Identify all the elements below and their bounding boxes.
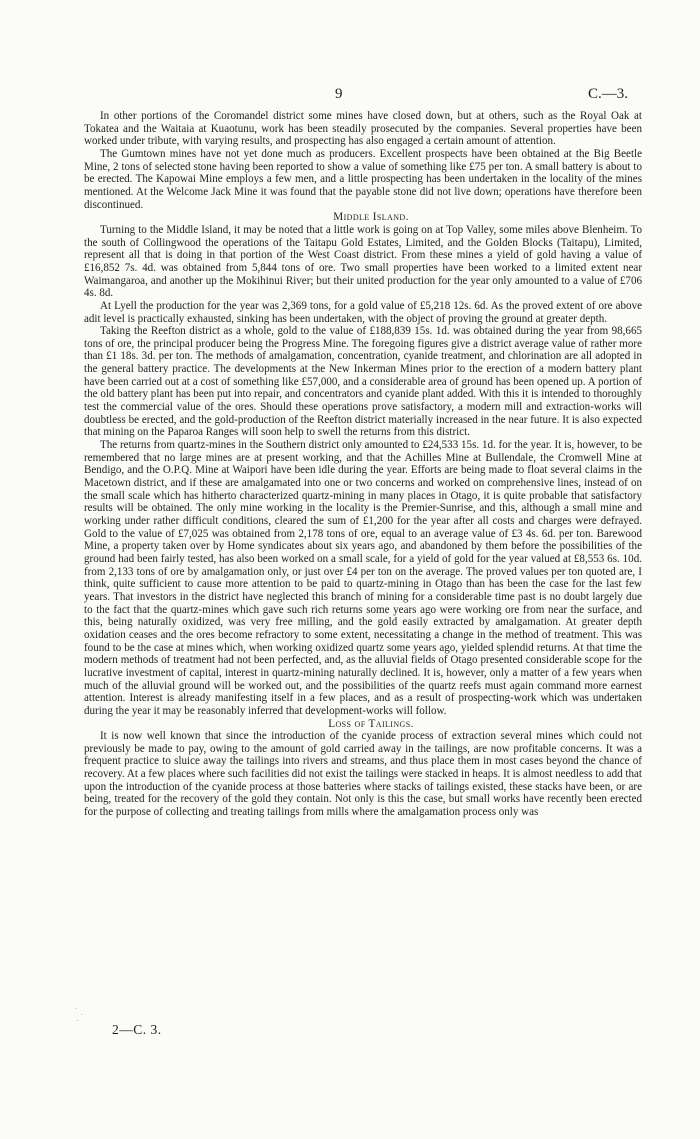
paragraph: The returns from quartz-mines in the Southern district only amounted to £24,533 15s. 1d. for the year. It is, however, to be remembered that no large mines are at present working, and that the Achilles Mine at Bullendale, the Cromwell Mine at Bendigo, and the O.P.Q. Mine at Waipori have been idle during the year. Efforts are being made to float several claims in the Macetown district, and if these are amalgamated into one or two concerns and worked on comprehensive lines, instead of on the small scale which has hitherto characterized quartz-mining in many places in Otago, it is quite probable that satisfactory results will be obtained. The only mine working in the locality is the Premier-Sunrise, and this, although a small mine and working under rather difficult conditions, cleared the sum of £1,200 for the year after all costs and charges were defrayed. Gold to the value of £7,025 was obtained from 2,178 tons of ore, equal to an average value of £3 4s. 6d. per ton. Barewood Mine, a property taken over by Home syndicates about six years ago, and abandoned by them before the possibilities of the ground had been fairly tested, has also been worked on a small scale, for a yield of gold for the year valued at £8,553 6s. 10d. from 2,133 tons of ore by amalgamation only, or just over £4 per ton on the average. The proved values per ton quoted are, I think, quite sufficient to cause more attention to be paid to quartz-mining in Otago than has been the case for the last few years. That investors in the district have neglected this branch of mining for a considerable time past is no doubt largely due to the fact that the quartz-mines which gave such rich returns some years ago were working ore from near the surface, and this, being naturally oxidized, was very free milling, and the gold easily extracted by amalgamation. At greater depth oxidation ceases and the ores become refractory to some extent, necessitating a change in the method of treatment. This was found to be the case at mines which, when working oxidized quartz some years ago, yielded splendid returns. At that time the modern methods of treatment had not been perfected, and, as the alluvial fields of Otago presented considerable scope for the lucrative investment of capital, interest in quartz-mining naturally declined. It is, however, only a matter of a few years when much of the alluvial ground will be worked out, and the possibilities of the quartz reefs must again command more earnest attention. Interest is already manifesting itself in a few places, and as a result of prospecting-work which was undertaken during the year it may be reasonably inferred that development-works will follow. (84, 439, 642, 717)
paragraph: Turning to the Middle Island, it may be noted that a little work is going on at Top Valley, some miles above Blenheim. To the south of Collingwood the operations of the Taitapu Gold Estates, Limited, and the Golden Blocks (Taitapu), Limited, represent all that is doing in that portion of the West Coast district. From these mines a yield of gold having a value of £16,852 7s. 4d. was obtained from 5,844 tons of ore. Two small properties have been worked to a limited extent near Waimangaroa, and another up the Mokihinui River; but their united production for the year only amounted to a value of £706 4s. 8d. (84, 223, 642, 300)
paragraph: It is now well known that since the introduction of the cyanide process of extraction several mines which could not previously be made to pay, owing to the amount of gold carried away in the tailings, are now profitable concerns. It was a frequent practice to sluice away the tailings into rivers and streams, and thus place them in most cases beyond the chance of recovery. At a few places where such facilities did not exist the tailings were stacked in heaps. It is almost needless to add that upon the introduction of the cyanide process at those batteries where stacks of tailings existed, these stacks have been, or are being, treated for the recovery of the gold they contain. Not only is this the case, but small works have recently been erected for the purpose of collecting and treating tailings from mills where the amalgamation process only was (84, 730, 642, 819)
section-heading-loss-of-tailings: Loss of Tailings. (328, 717, 414, 730)
paragraph: In other portions of the Coromandel district some mines have closed down, but at others, such as the Royal Oak at Tokatea and the Waitaia at Kuaotunu, work has been steadily prosecuted by the companies. Several properties have been worked under tribute, with varying results, and prospecting has also engaged a certain amount of attention. (84, 110, 642, 148)
document-code: C.—3. (587, 86, 628, 102)
ink-speck: · (80, 1010, 84, 1021)
body-text (84, 110, 642, 819)
section-heading-middle-island: Middle Island. (333, 211, 409, 224)
ink-speck: · (74, 1004, 78, 1015)
paragraph: At Lyell the production for the year was 2,369 tons, for a gold value of £5,218 12s. 6d. As the proved extent of ore above adit level is practically exhausted, sinking has been undertaken, with the object of proving the ground at greater depth. (84, 299, 642, 325)
page-number: 9 (335, 86, 343, 102)
ink-speck: · (76, 1016, 80, 1027)
paragraph: The Gumtown mines have not yet done much as producers. Excellent prospects have been obtained at the Big Beetle Mine, 2 tons of selected stone having been reported to show a value of something like £75 per ton. A small battery is about to be erected. The Kapowai Mine employs a few men, and a little prospecting has been undertaken in the locality of the mines mentioned. At the Welcome Jack Mine it was found that the payable stone did not live down; operations have therefore been discontinued. (84, 147, 642, 211)
signature-mark: 2—C. 3. (112, 1022, 162, 1037)
paragraph: Taking the Reefton district as a whole, gold to the value of £188,839 15s. 1d. was obtained during the year from 98,665 tons of ore, the principal producer being the Progress Mine. The foregoing figures give a district average value of rather more than £1 18s. 3d. per ton. The methods of amalgamation, concentration, cyanide treatment, and chlorination are all adopted in the general battery practice. The developments at the New Inkerman Mines prior to the erection of a modern battery plant have been carried out at a cost of something like £57,000, and a considerable area of ground has been opened up. A portion of the old battery plant has been put into repair, and concentrators and cyanide plant added. With this it is intended to thoroughly test the commercial value of the ores. Should these operations prove satisfactory, a modern mill and extraction-works will doubtless be erected, and the gold-production of the Reefton district materially increased in the near future. It is also expected that mining on the Paparoa Ranges will soon help to swell the returns from this district. (84, 325, 642, 439)
